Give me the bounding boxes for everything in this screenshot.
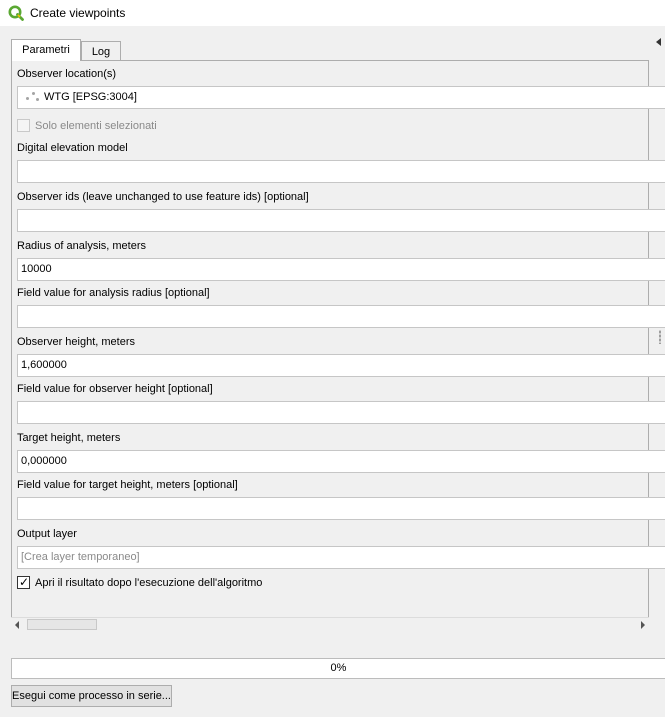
tab-parametri[interactable]: [11, 39, 81, 61]
progress-text: 0%: [330, 662, 347, 674]
scroll-right-icon[interactable]: [641, 621, 645, 629]
collapse-panel-icon[interactable]: [656, 38, 661, 46]
output-layer-input[interactable]: [Crea layer temporaneo]: [17, 546, 665, 569]
dem-label: Digital elevation model: [17, 142, 128, 154]
observer-height-field-select[interactable]: [17, 401, 665, 424]
target-height-field-select[interactable]: [17, 497, 665, 520]
title-bar: [0, 0, 665, 26]
observer-location-label: Observer location(s): [17, 68, 117, 80]
selected-only-label: Solo elementi selezionati: [35, 120, 157, 132]
batch-process-button[interactable]: Esegui come processo in serie...: [11, 685, 172, 707]
horizontal-scrollbar[interactable]: [11, 617, 649, 631]
output-layer-label: Output layer: [17, 528, 77, 540]
radius-field-label: Field value for analysis radius [optional]: [17, 287, 210, 299]
open-result-label: Apri il risultato dopo l'esecuzione dell'algoritmo: [35, 577, 263, 589]
open-result-checkbox[interactable]: [17, 576, 30, 589]
radius-field-select[interactable]: [17, 305, 665, 328]
radius-label: Radius of analysis, meters: [17, 240, 146, 252]
window-title: Create viewpoints: [30, 6, 126, 20]
observer-height-field-label: Field value for observer height [optional]: [17, 383, 213, 395]
observer-height-input[interactable]: 1,600000: [17, 354, 665, 377]
point-layer-icon: [24, 91, 40, 103]
selected-only-checkbox[interactable]: [17, 119, 30, 132]
dem-select[interactable]: [17, 160, 665, 183]
target-height-field-label: Field value for target height, meters [optional]: [17, 479, 238, 491]
progress-bar: [11, 658, 665, 679]
observer-height-label: Observer height, meters: [17, 336, 135, 348]
splitter-handle[interactable]: [659, 330, 661, 344]
observer-ids-select[interactable]: [17, 209, 665, 232]
qgis-icon: [8, 5, 24, 21]
observer-location-value: WTG [EPSG:3004]: [44, 91, 137, 103]
target-height-label: Target height, meters: [17, 432, 121, 444]
tab-parametri-label: Parametri: [22, 44, 70, 56]
radius-input[interactable]: 10000: [17, 258, 665, 281]
target-height-input[interactable]: 0,000000: [17, 450, 665, 473]
tab-log-label: Log: [91, 46, 111, 58]
scroll-left-icon[interactable]: [15, 621, 19, 629]
observer-location-select[interactable]: [17, 86, 665, 109]
scroll-thumb[interactable]: [27, 619, 97, 630]
tab-log[interactable]: [81, 41, 121, 61]
observer-ids-label: Observer ids (leave unchanged to use feature ids) [optional]: [17, 191, 309, 203]
checkmark-icon: ✓: [19, 575, 30, 589]
